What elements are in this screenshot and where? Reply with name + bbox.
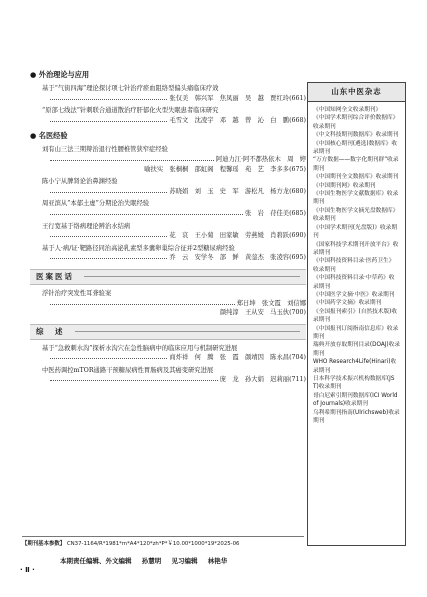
indexing-item: “万方数据——数字化期刊群”收录期刊 — [313, 157, 399, 172]
author-line — [46, 353, 306, 363]
toc-section — [22, 269, 306, 318]
leader-dots — [50, 380, 218, 381]
article-authors: 阿迪力江·阿不都热依木 周 婷 — [215, 155, 306, 163]
indexing-item: 《中国生物医学文献数据库》收录期刊 — [313, 191, 399, 206]
indexing-item: 乌利希期刊指南(Ulrichsweb)收录期刊 — [313, 409, 400, 425]
article-authors: 颜纯淳 王从安 马玉伙 — [219, 309, 290, 317]
indexing-item: 《中国生物医学文摘光盘数据库》收录期刊 — [313, 207, 399, 223]
leader-dots — [50, 192, 167, 193]
leader-dots — [50, 99, 167, 100]
article-authors: 苏晓娟 刘 玉 史 军 游松凡 杨方龙 — [169, 187, 290, 195]
article-title[interactable]: 刘有山三法三期辩治退行性腰椎管狭窄症经验 — [42, 146, 168, 154]
toc-entry[interactable] — [42, 344, 306, 363]
article-title[interactable]: “原部七线法”针刺联合通道散治疗肝郁化火型失眠患者临床研究 — [42, 107, 219, 115]
toc-entry[interactable] — [42, 199, 306, 218]
article-title[interactable]: 基于人·病/证·靶路径同治高泌乳素型多囊卵巢综合征并2型糖尿病经验 — [42, 244, 235, 252]
page-number: (711) — [289, 376, 306, 384]
toc-section — [22, 324, 306, 385]
author-line — [46, 209, 306, 219]
author-line — [46, 165, 306, 175]
leader-dots — [50, 214, 243, 215]
author-line — [46, 116, 306, 126]
toc-entry[interactable] — [42, 177, 306, 196]
editor-label: 本期责任编辑、外文编辑 — [60, 557, 132, 565]
author-line — [46, 253, 306, 263]
editor-credits — [60, 556, 235, 565]
article-title[interactable]: 王行宽基于络病理论辨治水结病 — [42, 222, 131, 230]
page-number: (685) — [289, 209, 306, 217]
article-authors: 商炸祥 何 腾 张 霞 颜靖因 陈永昌 — [169, 354, 290, 362]
article-authors: 花 哀 王小菊 田家敏 劳燕媛 肖碧跃 — [169, 232, 290, 240]
author-line — [46, 155, 306, 165]
category-rule — [84, 276, 300, 277]
indexing-item: 《中国期刊全文数据库》收录期刊 — [313, 174, 399, 181]
indexing-item: 瑞典开放存取期刊目录(DOAJ)收录期刊 — [313, 342, 401, 357]
indexing-item: 《中国药学文摘》收录期刊 — [313, 300, 382, 307]
article-title[interactable]: 周亚滨从“本郁土虚”分期论治失眠经验 — [42, 200, 150, 208]
toc-section — [22, 131, 306, 263]
toc-entry[interactable] — [42, 84, 306, 103]
indexing-item: 日本科学技术振兴机构数据库(JST)收录期刊 — [313, 376, 395, 391]
article-authors: 喻扶实 张桐桐 邵虹阁 程馨瑶 苑 艺 李多多 — [144, 165, 290, 173]
indexing-item: 《中国学术期刊综合评价数据库》收录期刊 — [313, 115, 399, 130]
article-title[interactable]: 中医药调控mTOR通路干预糖尿病性胃肠病及其癌变研究进展 — [42, 366, 214, 374]
article-authors: 郑日坤 张文霞 刘信娜 — [236, 299, 306, 307]
article-title[interactable]: 浮针治疗突发性耳聋验案 — [42, 289, 112, 297]
leader-dots — [50, 258, 167, 259]
article-authors: 庞 龙 孙大娟 迟莉丽 — [219, 376, 290, 384]
intern-label: 见习编辑 — [171, 557, 198, 565]
category-header — [30, 324, 306, 340]
indexing-item: 《中国医学文摘·中医》收录期刊 — [313, 291, 395, 298]
table-of-contents — [22, 70, 306, 391]
toc-entry[interactable] — [42, 106, 306, 125]
toc-entry[interactable] — [42, 289, 306, 318]
category-header — [30, 269, 306, 285]
intern-name: 林艳华 — [207, 557, 228, 565]
page-folio: · Ⅱ · — [20, 566, 35, 574]
article-title[interactable]: 陈小宁从脾肾论治鼻渊经验 — [42, 178, 118, 186]
editor-name: 孙慧明 — [141, 557, 162, 565]
indexing-item: 《中国知网全文收录期刊》 — [313, 107, 382, 113]
leader-dots — [50, 160, 214, 161]
indexing-item: 哥白尼索引期刊数据库(ICI World of Journals)收录期刊 — [313, 392, 398, 408]
article-authors: 乔 云 安学冬 部 鲜 黄蓥杰 张凌容 — [169, 254, 290, 262]
indexing-item: 《中国核心期刊(遴选)数据库》收录期刊 — [313, 140, 398, 156]
params-value: CN37-1164/R*1981*m*A4*120*zh*P*￥10.00*1000*19*2025-06 — [66, 541, 240, 547]
page-number: (690) — [289, 232, 306, 240]
toc-entry[interactable] — [42, 244, 306, 263]
indexing-item: 《国家科技学术期刊开放平台》收录期刊 — [313, 241, 399, 256]
article-authors: 张仅美 韩兴军 焦凤丽 吴 越 贾红玲 — [169, 94, 290, 102]
indexing-item: 《中国报刊订阅指南信息库》收录期刊 — [313, 325, 399, 340]
category-rule — [75, 331, 301, 332]
article-title[interactable]: 基于“急救刺水沟”探析水沟穴在急性脑病中的临床应用与机制研究进展 — [42, 344, 238, 352]
category-label: 综 述 — [36, 327, 65, 337]
article-authors: 毛雪文 沈凌宇 邓 越 曾 沁 白 鹏 — [169, 116, 290, 124]
indexing-item: 《中国学术期刊(光盘版)》收录期刊 — [313, 224, 398, 240]
page-number: (668) — [289, 116, 306, 124]
indexing-item: 《中国科技资料目录·医药卫生》收录期刊 — [313, 258, 395, 273]
journal-parameters — [22, 536, 304, 548]
page-number: (704) — [289, 354, 306, 362]
author-line — [46, 94, 306, 104]
toc-entry[interactable] — [42, 145, 306, 174]
page-number: (661) — [289, 94, 306, 102]
leader-dots — [50, 121, 167, 122]
indexing-item: 《全国报刊索引》(自然技术版)收录期刊 — [313, 308, 398, 324]
page-number: (675) — [289, 165, 306, 173]
section-title: ● 名医经验 — [30, 131, 68, 141]
page-number: (680) — [289, 187, 306, 195]
indexing-item: WHO Research4Life(Hinari)收录期刊 — [313, 359, 397, 374]
toc-entry[interactable] — [42, 366, 306, 385]
leader-dots — [50, 236, 167, 237]
indexing-item: 《中文科技期刊数据库》收录期刊 — [313, 132, 399, 139]
toc-entry[interactable] — [42, 222, 306, 241]
leader-dots — [50, 358, 167, 359]
leader-dots — [50, 304, 235, 305]
author-line — [46, 375, 306, 385]
page-number: (700) — [289, 309, 306, 317]
author-line — [46, 231, 306, 241]
indexing-item: 《中国科技资料目录·中草药》收录期刊 — [313, 275, 395, 290]
author-line — [46, 308, 306, 318]
author-line — [46, 187, 306, 197]
sidebar-heading: 山东中医杂志 — [308, 83, 405, 102]
indexing-item: 《中国期刊网》收录期刊 — [313, 182, 376, 189]
section-title: ● 外治理论与应用 — [30, 70, 90, 79]
article-authors: 张 岩 苻佳美 — [244, 209, 290, 217]
params-label: 【期刊基本参数】 — [22, 541, 66, 547]
category-label: 医案医话 — [36, 272, 74, 282]
toc-section — [22, 70, 306, 125]
sidebar-list — [308, 102, 405, 429]
indexing-sidebar — [307, 82, 406, 546]
article-title[interactable]: 基于“气街四海”理论探讨项七针治疗瘀血阻络型偏头痛临床疗效 — [42, 85, 219, 92]
page-number: (695) — [289, 254, 306, 262]
author-line — [46, 299, 306, 309]
